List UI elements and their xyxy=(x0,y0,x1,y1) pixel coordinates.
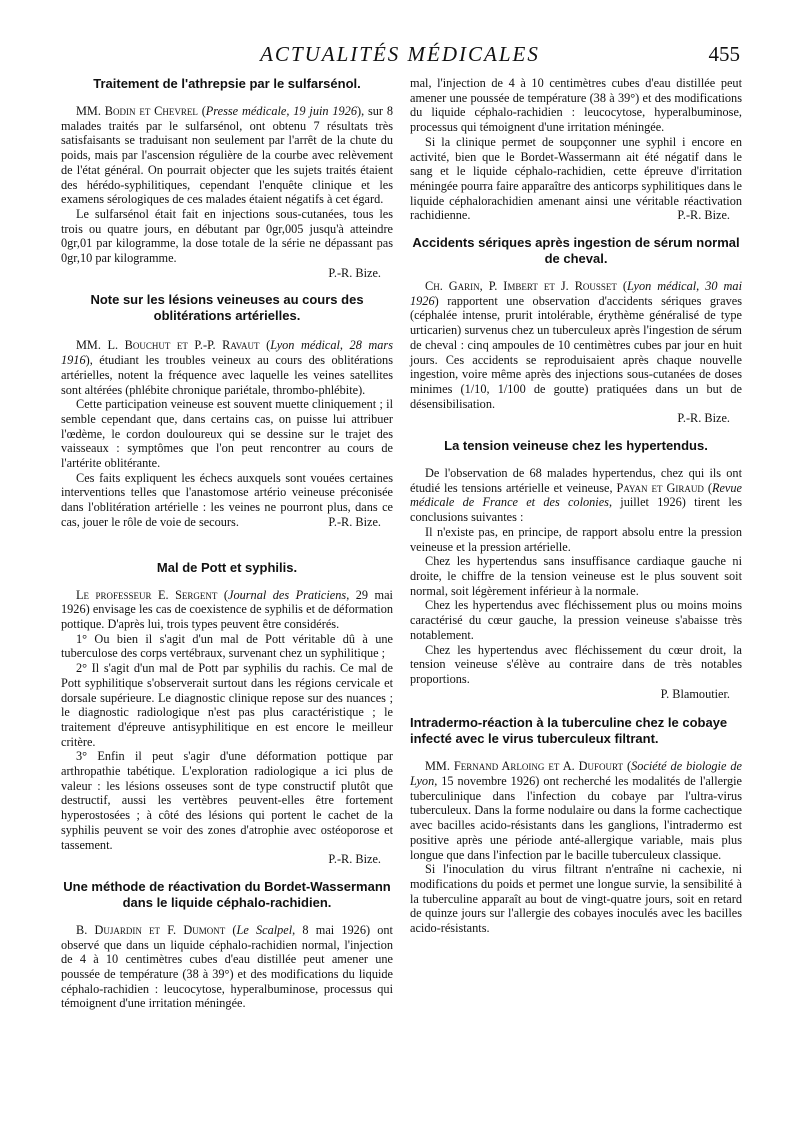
article-source: Revue médicale de France et des colonies xyxy=(410,480,742,510)
article-paragraph: Le sulfarsénol était fait en injections sous-cutanées, tous les trois ou quatre jours, en débutant par 0gr,005 jusqu'à atteindre 0gr,01 par kilogramme, la dose totale de la série ne dépassant pas 0gr,10 par kilogramme. xyxy=(61,206,393,266)
article-authors: B. Dujardin et F. Dumont xyxy=(76,922,226,937)
article-paragraph: Chez les hypertendus avec fléchissement plus ou moins moins caractérisé du cœur gauche, la pression veineuse s'abaisse très notablement. xyxy=(410,598,742,642)
article-paragraph: MM. Fernand Arloing et A. Dufourt (Société de biologie de Lyon, 15 novembre 1926) ont recherché les modalités de l'allergie tuberculinique dans l'infection du cobaye par l'ultra-virus tuberculeux. Dans la forme nodulaire ou dans la forme cachectique avec bacilles acido-résistants dans les ganglions, l'intradermo est positive après une période anté-allergique variable, mais plus longue que dans l'infection par le bacille tuberculeux classique. xyxy=(410,759,743,862)
article-text: , 15 novembre 1926) ont recherché les modalités de l'allergie tuberculinique dans l'infection du cobaye par l'ultra-virus tuberculeux. Dans la forme nodulaire ou dans la forme cachectique avec bacilles acido-résistants dans les ganglions, l'intradermo est positive après une période anté-allergique variable, mais plus longue que dans l'infection par le bacille tuberculeux classique. xyxy=(410,774,742,862)
article-paragraph: Le professeur E. Sergent (Journal des Praticiens, 29 mai 1926) envisage les cas de coexistence de syphilis et de déformation pottique. D'après lui, trois types peuvent être considérés. xyxy=(61,587,393,631)
article-text: ) rapportent une observation d'accidents sériques graves (céphalée intense, prurit intolérable, érythème généralisé de type urticarien) survenus chez un tuberculeux après l'ingestion de sérum de cheval : cinq ampoules de 10 centimètres cubes par jour en huit jours. Ces accidents se reproduisaient après chaque nouvelle ingestion, voire même après des injections sous-cutanées de doses minimes (1/10, 1/100 de goutte) pratiquées dans un but de désensibilisation. xyxy=(410,293,742,411)
article-authors: MM. L. Bouchut et P.-P. Ravaut xyxy=(76,338,260,353)
article-text: , 8 mai 1926) ont observé que dans un liquide céphalo-rachidien normal, l'injection de 4 à 10 centimètres cubes d'eau distillée peut amener une poussée de température (38 à 39°) et des modifications du liquide céphalo-rachidien : leucocytose, hyperalbuminose, processus qui témoignent d'une irritation méningée. xyxy=(61,922,393,1011)
article-title: Note sur les lésions veineuses au cours des oblitérations artérielles. xyxy=(90,292,364,324)
article-text: Si la clinique permet de soupçonner une syphil i encore en activité, bien que le Bordet-Wassermann ait été négatif dans le sang et le liquide céphalo-rachidien, cette épreuve d'irritation méningée pourra faire apparaître des anticorps syphilitiques dans le liquide céphalorachidien amenant ainsi une véritable réactivation rachidienne. xyxy=(410,134,742,223)
article-title: Mal de Pott et syphilis. xyxy=(156,559,298,575)
article-paragraph: MM. Bodin et Chevrel (Presse médicale, 19 juin 1926), sur 8 malades traités par le sulfarsénol, ont obtenu 7 résultats très satisfaisants se traduisant non seulement par l'arrêt de la chute du poids, mais par l'ascension régulière de la courbe avec relèvement de l'état général. On pourrait objecter que les sujets traités étaient des hérédo-syphilitiques, cependant l'enquête clinique et les examens sérologiques de ces malades étaient négatifs à cet égard. xyxy=(61,104,393,207)
running-title: ACTUALITÉS MÉDICALES xyxy=(260,42,540,66)
article-signature: P.-R. Bize. xyxy=(328,265,381,280)
article-authors: MM. Fernand Arloing et A. Dufourt xyxy=(425,759,623,774)
article-paragraph: Il n'existe pas, en principe, de rapport absolu entre la pression veineuse et la pression artérielle. xyxy=(410,524,742,554)
article-text: , juillet 1926) tirent les conclusions suivantes : xyxy=(410,495,743,525)
article-text: De l'observation de 68 malades hypertendus, chez qui ils ont étudié les tensions artérielle et veineuse, xyxy=(410,466,742,495)
article-lesions-veineuses xyxy=(61,292,393,529)
article-paragraph: Ch. Garin, P. Imbert et J. Rousset (Lyon médical, 30 mai 1926) rapportent une observation d'accidents sériques graves (céphalée intense, prurit intolérable, érythème généralisé de type urticarien) survenus chez un tuberculeux après l'ingestion de sérum de cheval : cinq ampoules de 10 centimètres cubes par jour en huit jours. Ces accidents se reproduisaient après chaque nouvelle ingestion, voire même après des injections sous-cutanées de doses minimes (1/10, 1/100 de goutte) pratiquées dans un but de désensibilisation. xyxy=(410,279,742,411)
article-source: Journal des Praticiens xyxy=(228,587,347,602)
article-paragraph xyxy=(61,471,393,530)
article-paragraph: MM. L. Bouchut et P.-P. Ravaut (Lyon médical, 28 mars 1916), étudiant les troubles veineux au cours des oblitérations artérielles, notent la fréquence avec laquelle les veines satellites sont altérées (phlébite chronique pariétale, thrombo-phlébite). xyxy=(61,338,393,397)
article-text: ), étudiant les troubles veineux au cours des oblitérations artérielles, notent la fréquence avec laquelle les veines satellites sont altérées (phlébite chronique pariétale, thrombo-phlébite). xyxy=(61,353,393,397)
article-title: La tension veineuse chez les hypertendus. xyxy=(444,438,708,454)
article-mal-de-pott xyxy=(61,560,393,867)
article-text: ), sur 8 malades traités par le sulfarsénol, ont obtenu 7 résultats très satisfaisants se traduisant non seulement par l'arrêt de la chute du poids, mais par l'ascension régulière de la courbe avec relèvement de l'état général. On pourrait objecter que les sujets traités étaient des hérédo-syphilitiques, cependant l'enquête clinique et les examens sérologiques de ces malades étaient négatifs à cet égard. xyxy=(61,104,393,207)
article-paragraph: Chez les hypertendus avec fléchissement du cœur droit, la tension veineuse s'élève au contraire dans de très notables proportions. xyxy=(410,642,742,686)
left-column xyxy=(61,76,393,1011)
article-paragraph: 3° Enfin il peut s'agir d'une déformation pottique par arthropathie tabétique. L'exploration radiologique a ici plus de valeur : les lésions osseuses sont de type constructif plutôt que destructif, aussi les vertèbres peuvent-elles être fortement hyperostosées ; à côté des lésions qui portent le cachet de la syphilis peuvent se voir des zones d'atrophie avec ostéoporose et tassement. xyxy=(61,749,393,852)
article-source: Lyon médical, 28 mars 1916 xyxy=(61,338,393,368)
article-authors: Le professeur E. Sergent xyxy=(76,587,218,602)
article-accidents-seriques xyxy=(410,235,742,426)
article-title: Une méthode de réactivation du Bordet-Wassermann dans le liquide céphalo-rachidien. xyxy=(63,878,391,910)
article-paragraph: De l'observation de 68 malades hypertendus, chez qui ils ont étudié les tensions artérielle et veineuse, Payan et Giraud (Revue médicale de France et des colonies, juillet 1926) tirent les conclusions suivantes : xyxy=(410,466,743,525)
right-column xyxy=(410,76,742,936)
article-source: Lyon médical, 30 mai 1926 xyxy=(410,279,742,308)
running-header xyxy=(60,42,740,72)
article-signature: P.-R. Bize. xyxy=(328,852,381,867)
article-paragraph: B. Dujardin et F. Dumont (Le Scalpel, 8 mai 1926) ont observé que dans un liquide céphalo-rachidien normal, l'injection de 4 à 10 centimètres cubes d'eau distillée peut amener une poussée de température (38 à 39°) et des modifications du liquide céphalo-rachidien : leucocytose, hyperalbuminose, processus qui témoignent d'une irritation méningée. xyxy=(61,922,393,1011)
article-authors: Ch. Garin, P. Imbert et J. Rousset xyxy=(425,279,617,294)
article-bordet-wassermann-start xyxy=(61,878,393,1011)
article-title: Intradermo-réaction à la tuberculine chez le cobaye infecté avec le virus tuberculeux filtrant. xyxy=(410,715,728,747)
article-paragraph xyxy=(410,135,742,223)
article-source: Le Scalpel xyxy=(236,922,293,937)
article-paragraph: 1° Ou bien il s'agit d'un mal de Pott véritable dû à une tuberculose des corps vertébraux, survenant chez un syphilitique ; xyxy=(61,631,393,661)
article-title: Accidents sériques après ingestion de sérum normal de cheval. xyxy=(412,235,740,267)
article-paragraph: Cette participation veineuse est souvent muette cliniquement ; il semble cependant que, dans certains cas, on puisse lui attribuer l'œdème, le cordon douloureux qui se dessine sur le trajet des vaisseaux : symptômes que l'on peut rencontrer au cours de l'artérite oblitérante. xyxy=(61,397,393,471)
article-paragraph: Si l'inoculation du virus filtrant n'entraîne ni cachexie, ni modifications du poids et permet une longue survie, la sensibilité à la tuberculine apparaît au bout de vingt-quatre jours, soit en retard de quinze jours sur l'allergie des cobayes inoculés avec les bacilles acido-résistants. xyxy=(410,862,742,936)
page-number: 455 xyxy=(708,42,740,66)
article-paragraph: mal, l'injection de 4 à 10 centimètres cubes d'eau distillée peut amener une poussée de température (38 à 39°) et des modifications du liquide céphalo-rachidien : leucocytose, hyperalbuminose, processus qui témoignent d'une irritation méningée. xyxy=(410,76,742,135)
article-source: Société de biologie de Lyon xyxy=(410,759,743,789)
article-bordet-wassermann-cont xyxy=(410,76,742,223)
article-source: Presse médicale, 19 juin 1926 xyxy=(205,104,357,118)
article-paragraph: Chez les hypertendus sans insuffisance cardiaque gauche ni droite, le chiffre de la tension veineuse est le plus souvent soit normal, soit légèrement inférieur à la normale. xyxy=(410,554,742,598)
article-text: Ces faits expliquent les échecs auxquels sont vouées certaines interventions telles que l'anastomose artério veineuse préconisée dans l'oblitération artérielle : les veines ne pourront plus, dans ce cas, jouer le rôle de voie de secours. xyxy=(61,470,393,529)
article-signature: P. Blamoutier. xyxy=(660,686,730,701)
article-authors: MM. Bodin et Chevrel xyxy=(76,104,198,118)
article-title: Traitement de l'athrepsie par le sulfarsénol. xyxy=(93,76,361,91)
article-signature: P.-R. Bize. xyxy=(677,411,730,426)
article-signature: P.-R. Bize. xyxy=(328,514,381,529)
article-athrepsie xyxy=(61,76,393,280)
article-text: , 29 mai 1926) envisage les cas de coexistence de syphilis et de déformation pottique. D'après lui, trois types peuvent être considérés. xyxy=(61,587,393,631)
article-signature: P.-R. Bize. xyxy=(677,208,730,223)
article-intradermo-reaction xyxy=(410,715,742,935)
article-authors: Payan et Giraud xyxy=(616,480,704,495)
article-tension-veineuse xyxy=(410,438,742,701)
article-paragraph: 2° Il s'agit d'un mal de Pott par syphilis du rachis. Ce mal de Pott syphilitique s'observerait surtout dans les régions cervicale et dorsale supérieure. Le diagnostic clinique repose sur des nuances ; le diagnostic radiologique n'est pas plus caractéristique ; le traitement d'épreuve antisyphilitique en est encore le meilleur critère. xyxy=(61,661,393,749)
